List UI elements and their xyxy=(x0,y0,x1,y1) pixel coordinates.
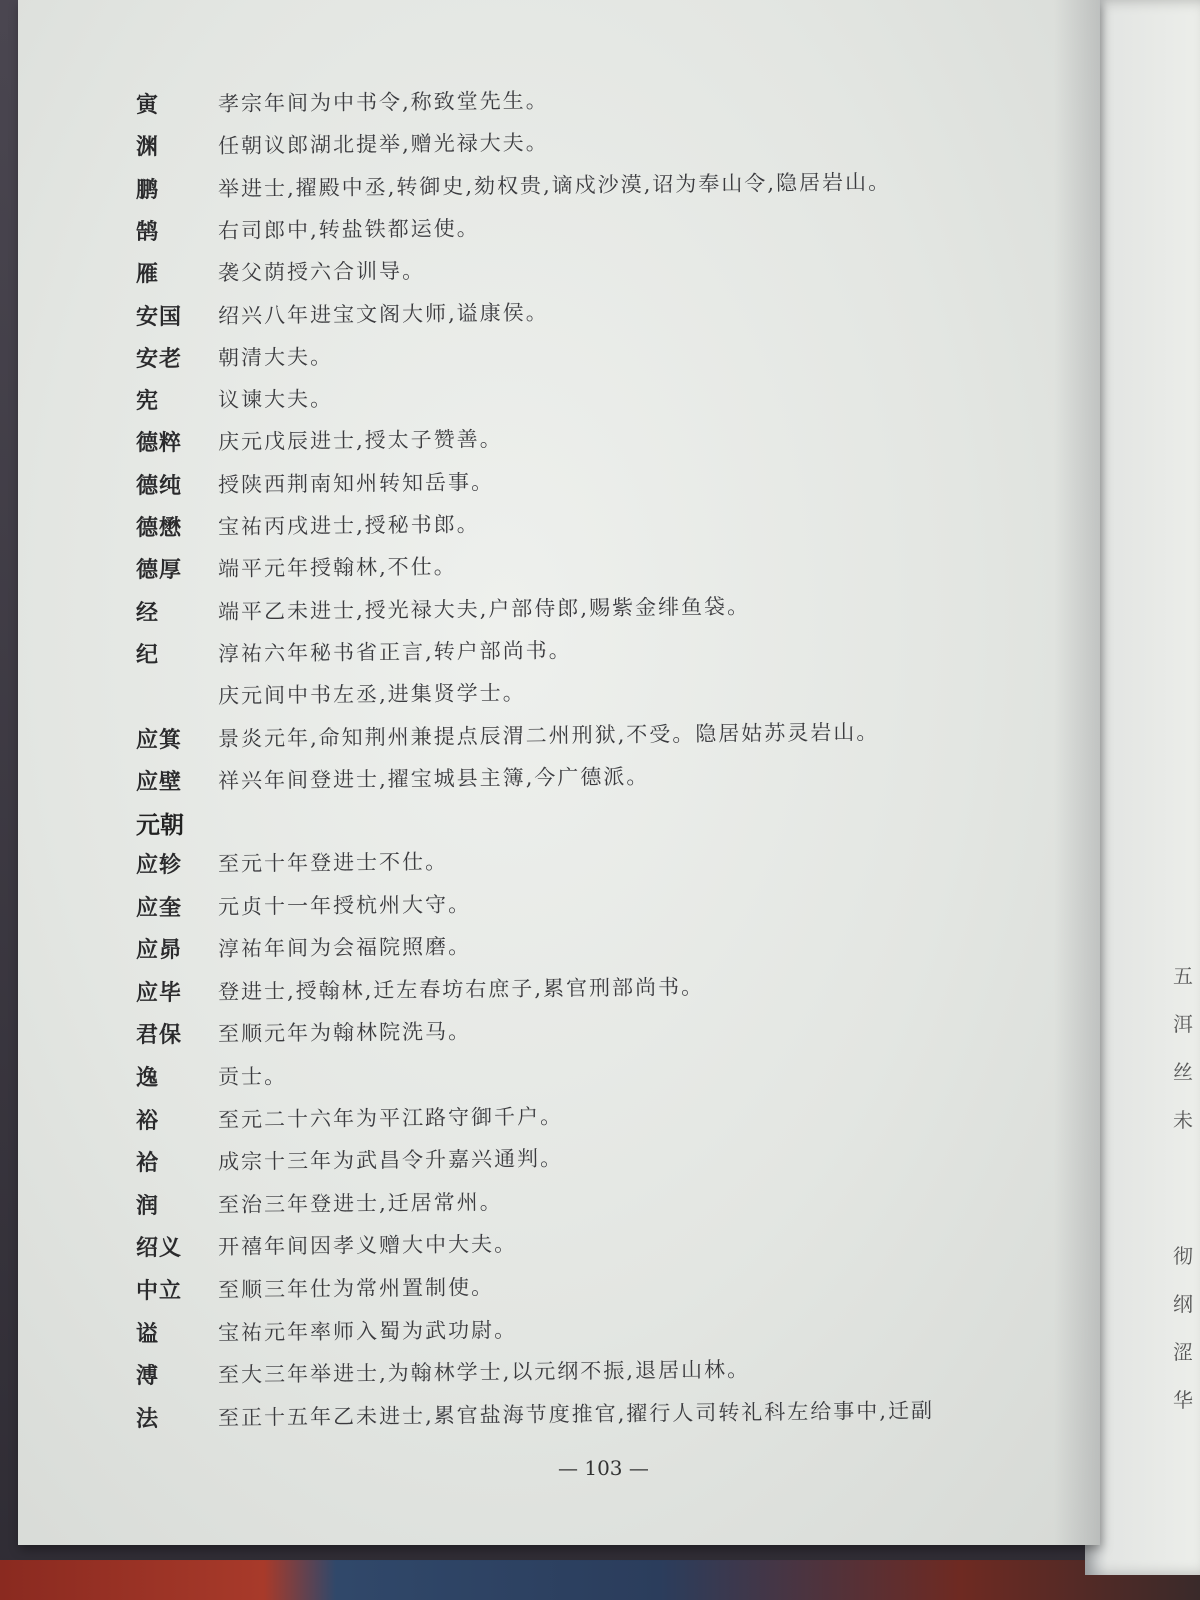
genealogy-entry xyxy=(18,1231,1068,1265)
person-description: 开禧年间因孝义赠大中大夫。 xyxy=(217,1232,518,1260)
person-description: 至元二十六年为平江路守御千户。 xyxy=(217,1103,564,1132)
genealogy-entry xyxy=(18,342,1068,376)
genealogy-entry xyxy=(18,765,1068,799)
person-name: 应轸 xyxy=(136,853,183,878)
person-name: 德粹 xyxy=(136,431,183,457)
book-page xyxy=(18,0,1100,1545)
person-description: 景炎元年,命知荆州兼提点辰渭二州刑狱,不受。隐居姑苏灵岩山。 xyxy=(217,719,880,751)
person-description: 议谏大夫。 xyxy=(217,386,334,413)
genealogy-entry xyxy=(18,933,1068,967)
era-heading-yuan: 元朝 xyxy=(136,811,184,839)
person-name: 德懋 xyxy=(136,516,183,541)
person-description: 任朝议郎湖北提举,赠光禄大夫。 xyxy=(217,130,549,159)
genealogy-entry xyxy=(18,638,1068,672)
person-description: 绍兴八年进宝文阁大师,谥康侯。 xyxy=(217,300,549,328)
person-description: 授陕西荆南知州转知岳事。 xyxy=(217,469,495,497)
genealogy-entry xyxy=(18,1317,1068,1351)
genealogy-entry xyxy=(18,1146,1068,1180)
person-name: 德纯 xyxy=(136,473,183,499)
genealogy-entry xyxy=(18,1018,1068,1052)
person-name: 鹏 xyxy=(136,177,160,203)
genealogy-entry xyxy=(18,130,1068,164)
person-name: 润 xyxy=(136,1193,160,1219)
person-description: 庆元戊辰进士,授太子赞善。 xyxy=(217,427,503,455)
person-name: 经 xyxy=(136,600,160,626)
person-description: 淳祐年间为会福院照磨。 xyxy=(217,934,472,962)
person-description: 孝宗年间为中书令,称致堂先生。 xyxy=(217,88,549,116)
genealogy-entry xyxy=(18,1104,1068,1138)
person-description: 贡士。 xyxy=(217,1064,288,1089)
genealogy-entry xyxy=(18,169,1068,207)
person-name: 渊 xyxy=(136,135,160,161)
person-name: 纪 xyxy=(136,642,160,668)
person-description: 右司郎中,转盐铁都运使。 xyxy=(217,216,480,243)
person-name: 德厚 xyxy=(136,558,183,584)
facing-page-edge xyxy=(1085,0,1200,1575)
person-name: 应昴 xyxy=(136,938,183,964)
person-name: 安老 xyxy=(136,346,183,372)
person-description: 淳祐六年秘书省正言,转户部尚书。 xyxy=(217,638,572,666)
person-description: 至正十五年乙未进士,累官盐海节度推官,擢行人司转礼科左给事中,迁副 xyxy=(217,1398,935,1430)
facing-page-glyph: 纲 xyxy=(1173,1292,1193,1316)
person-description: 登进士,授翰林,迁左春坊右庶子,累官刑部尚书。 xyxy=(217,974,705,1004)
person-name: 安国 xyxy=(136,304,183,330)
person-name: 君保 xyxy=(136,1023,183,1049)
person-name: 宪 xyxy=(136,389,160,415)
genealogy-entry xyxy=(18,511,1068,545)
person-description: 至元十年登进士不仕。 xyxy=(217,849,449,876)
person-name: 雁 xyxy=(136,262,160,288)
person-description: 宝祐丙戌进士,授秘书郎。 xyxy=(217,512,480,539)
person-name: 鹄 xyxy=(136,219,160,245)
facing-page-glyph: 丝 xyxy=(1173,1060,1193,1084)
person-name: 裕 xyxy=(136,1108,160,1134)
genealogy-entry xyxy=(18,300,1068,334)
genealogy-entry xyxy=(18,680,1068,714)
genealogy-entry xyxy=(18,1274,1068,1308)
person-description: 至大三年举进士,为翰林学士,以元纲不振,退居山林。 xyxy=(217,1357,751,1388)
facing-page-glyph: 未 xyxy=(1173,1108,1193,1132)
person-description: 端平乙未进士,授光禄大夫,户部侍郎,赐紫金绯鱼袋。 xyxy=(217,594,751,624)
person-name: 袷 xyxy=(136,1151,160,1177)
person-description: 朝清大夫。 xyxy=(217,344,334,370)
genealogy-entry xyxy=(18,891,1068,925)
facing-page-glyph: 华 xyxy=(1173,1388,1193,1412)
person-name: 应毕 xyxy=(136,980,183,1006)
person-description: 庆元间中书左丞,进集贤学士。 xyxy=(217,680,526,709)
person-description: 元贞十一年授杭州大守。 xyxy=(217,891,472,919)
person-description: 成宗十三年为武昌令升嘉兴通判。 xyxy=(217,1146,564,1175)
person-name: 寅 xyxy=(136,93,160,118)
person-name: 逸 xyxy=(136,1066,160,1091)
facing-page-glyph: 涩 xyxy=(1173,1340,1193,1364)
person-description: 袭父荫授六合训导。 xyxy=(217,259,426,286)
genealogy-entry xyxy=(18,848,1068,882)
person-description: 至顺元年为翰林院洗马。 xyxy=(217,1019,472,1047)
genealogy-entry xyxy=(18,1061,1068,1095)
person-name: 溥 xyxy=(136,1364,160,1390)
person-name: 应奎 xyxy=(136,895,183,921)
facing-page-glyph: 洱 xyxy=(1173,1012,1193,1036)
person-name: 绍义 xyxy=(136,1236,183,1262)
genealogy-entry xyxy=(18,719,1068,757)
genealogy-entry xyxy=(18,257,1068,291)
desk-objects-strip xyxy=(0,1560,1200,1600)
person-name: 法 xyxy=(136,1406,160,1432)
genealogy-entry xyxy=(18,1398,1068,1436)
genealogy-entry xyxy=(18,88,1068,122)
person-name: 谥 xyxy=(136,1321,160,1347)
person-description: 至顺三年仕为常州置制使。 xyxy=(217,1275,495,1302)
person-description: 端平元年授翰林,不仕。 xyxy=(217,554,457,582)
genealogy-entry xyxy=(18,1189,1068,1223)
facing-page-glyph: 五 xyxy=(1173,964,1193,988)
person-description: 举进士,擢殿中丞,转御史,劾权贵,谪戍沙漠,诏为奉山令,隐居岩山。 xyxy=(217,169,892,201)
person-name: 应壁 xyxy=(136,769,183,795)
person-description: 至治三年登进士,迁居常州。 xyxy=(217,1189,503,1217)
genealogy-entry xyxy=(18,426,1068,460)
facing-page-glyph: 彻 xyxy=(1173,1244,1193,1268)
person-description: 祥兴年间登进士,擢宝城县主簿,今广德派。 xyxy=(217,764,650,793)
genealogy-entry xyxy=(18,553,1068,587)
genealogy-entry xyxy=(18,215,1068,249)
genealogy-entry xyxy=(18,976,1068,1010)
person-name: 中立 xyxy=(136,1279,183,1304)
page-number: — 103 — xyxy=(558,1456,649,1480)
person-name: 应箕 xyxy=(136,727,183,753)
genealogy-entry xyxy=(18,1359,1068,1393)
person-description: 宝祐元年率师入蜀为武功尉。 xyxy=(217,1317,518,1345)
genealogy-entry xyxy=(18,469,1068,503)
genealogy-entry xyxy=(18,384,1068,418)
genealogy-entry xyxy=(18,596,1068,630)
